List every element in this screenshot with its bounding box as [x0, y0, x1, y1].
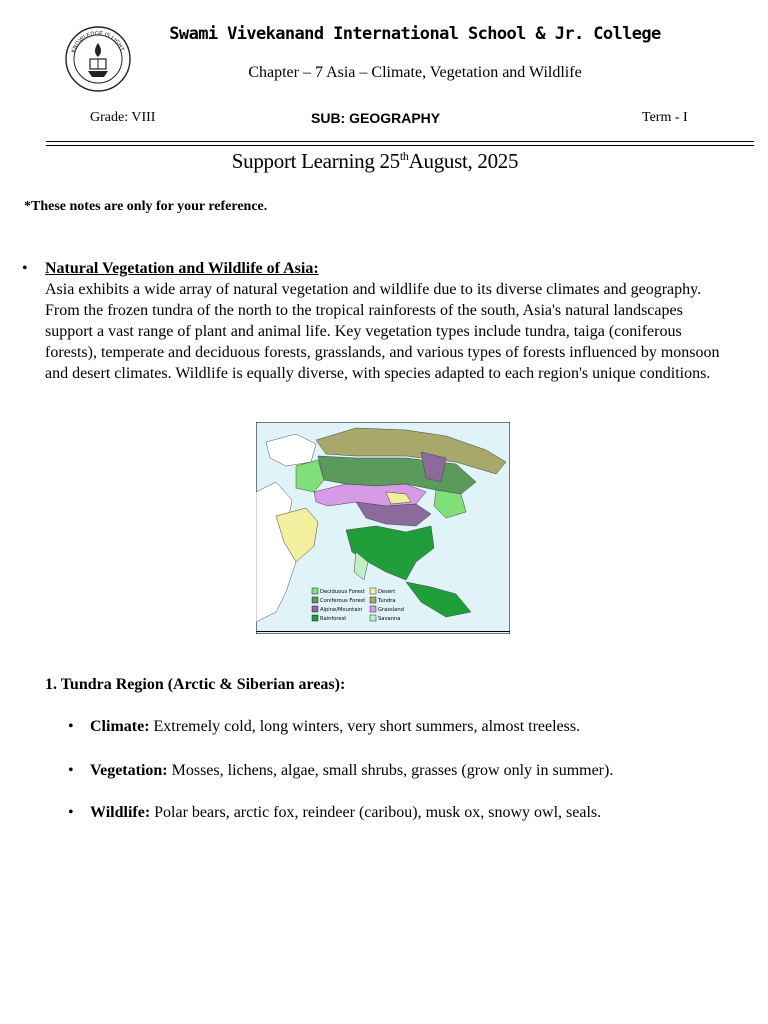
svg-text:Deciduous Forest: Deciduous Forest [320, 589, 365, 595]
svg-text:Alpine/Mountain: Alpine/Mountain [320, 607, 363, 613]
svg-text:Rainforest: Rainforest [320, 616, 347, 622]
header-divider [46, 141, 754, 142]
bullet-icon: • [68, 762, 74, 779]
map-underline [256, 631, 510, 632]
chapter-title: Chapter – 7 Asia – Climate, Vegetation and Wildlife [248, 64, 582, 81]
svg-text:Savanna: Savanna [378, 616, 401, 622]
tundra-heading: 1. Tundra Region (Arctic & Siberian areas): [45, 676, 346, 693]
page-title: Support Learning 25thAugust, 2025 [231, 149, 519, 173]
bullet-icon: • [22, 260, 28, 277]
grade-label: Grade: VIII [90, 110, 156, 125]
header-divider-thin [46, 145, 754, 146]
svg-text:Desert: Desert [378, 589, 396, 595]
reference-note: *These notes are only for your reference. [24, 199, 268, 214]
subject-label: SUB: GEOGRAPHY [311, 110, 441, 126]
school-logo [64, 25, 132, 93]
svg-text:Coniferous Forest: Coniferous Forest [320, 598, 366, 604]
bullet-icon: • [68, 804, 74, 821]
svg-text:Grassland: Grassland [378, 607, 404, 613]
bullet-icon: • [68, 718, 74, 735]
svg-text:KNOWLEDGE IS LIGHT: KNOWLEDGE IS LIGHT [70, 30, 125, 54]
section-paragraph: Asia exhibits a wide array of natural vegetation and wildlife due to its diverse climates and geography. From the frozen tundra of the north to the tropical rainforests of the south, Asia's natural landscapes support a vast range of plant and animal life. Key vegetation types include tundra, taiga (coniferous forests), temperate and deciduous forests, grasslands, and various types of forests influenced by monsoon and desert climates. Wildlife is equally diverse, with species adapted to each region's unique conditions. [45, 281, 720, 382]
school-name: Swami Vivekanand International School & Jr. College [169, 24, 661, 44]
section-heading: Natural Vegetation and Wildlife of Asia: [45, 260, 319, 277]
svg-text:Tundra: Tundra [378, 598, 396, 604]
term-label: Term - I [642, 110, 688, 125]
asia-vegetation-map [256, 422, 510, 634]
